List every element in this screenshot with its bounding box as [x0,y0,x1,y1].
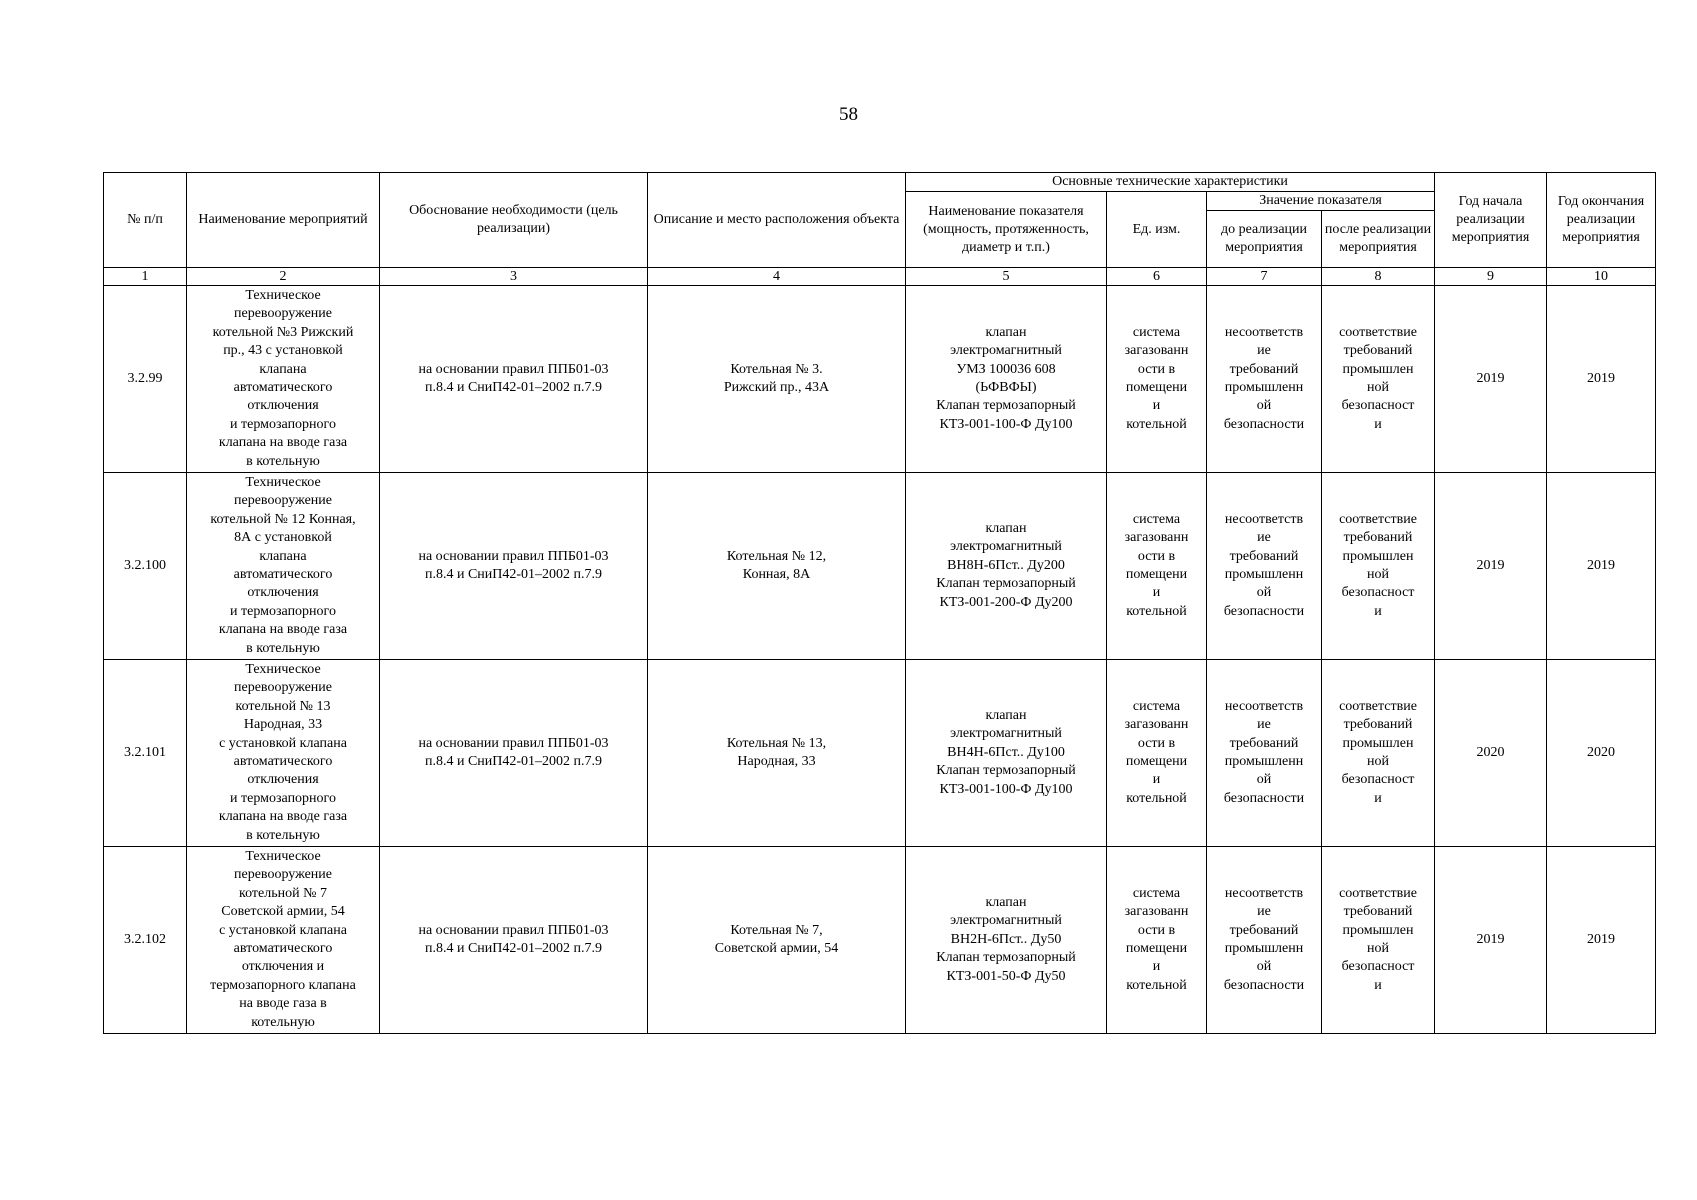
row-unit: система загазованн ости в помещени и котельной [1107,847,1207,1034]
column-number-row [104,268,1656,286]
table-row [104,660,1656,847]
row-unit: система загазованн ости в помещени и котельной [1107,473,1207,660]
header-start-year: Год начала реализации мероприятия [1435,173,1547,268]
row-before: несоответств ие требований промышленн ой безопасности [1207,286,1322,473]
row-start-year: 2019 [1435,847,1547,1034]
column-number: 4 [648,268,906,286]
row-after: соответствие требований промышлен ной безопасност и [1322,473,1435,660]
column-number: 6 [1107,268,1207,286]
row-before: несоответств ие требований промышленн ой безопасности [1207,847,1322,1034]
row-indicator: клапан электромагнитный ВН4Н-6Пст.. Ду100 Клапан термозапорный КТЗ-001-100-Ф Ду100 [906,660,1107,847]
header-value-group: Значение показателя [1207,192,1435,211]
column-number: 1 [104,268,187,286]
row-before: несоответств ие требований промышленн ой безопасности [1207,473,1322,660]
row-start-year: 2020 [1435,660,1547,847]
row-end-year: 2019 [1547,473,1656,660]
row-after: соответствие требований промышлен ной безопасност и [1322,847,1435,1034]
row-location: Котельная № 3. Рижский пр., 43А [648,286,906,473]
row-location: Котельная № 13, Народная, 33 [648,660,906,847]
column-number: 9 [1435,268,1547,286]
table-row [104,473,1656,660]
row-name: Техническое перевооружение котельной № 13 Народная, 33 с установкой клапана автоматического отключения и термозапорного клапана на вводе газа в котельную [187,660,380,847]
header-name: Наименование мероприятий [187,173,380,268]
column-number: 7 [1207,268,1322,286]
row-end-year: 2019 [1547,286,1656,473]
table-row [104,286,1656,473]
row-end-year: 2019 [1547,847,1656,1034]
row-num: 3.2.100 [104,473,187,660]
row-reason: на основании правил ППБ01-03 п.8.4 и СниП42-01–2002 п.7.9 [380,286,648,473]
row-num: 3.2.102 [104,847,187,1034]
row-start-year: 2019 [1435,286,1547,473]
row-reason: на основании правил ППБ01-03 п.8.4 и СниП42-01–2002 п.7.9 [380,473,648,660]
header-after: после реализации мероприятия [1322,211,1435,268]
row-after: соответствие требований промышлен ной безопасност и [1322,286,1435,473]
table-row [104,847,1656,1034]
row-reason: на основании правил ППБ01-03 п.8.4 и СниП42-01–2002 п.7.9 [380,847,648,1034]
row-name: Техническое перевооружение котельной № 12 Конная, 8А с установкой клапана автоматического отключения и термозапорного клапана на вводе газа в котельную [187,473,380,660]
row-num: 3.2.99 [104,286,187,473]
header-end-year: Год окончания реализации мероприятия [1547,173,1656,268]
row-start-year: 2019 [1435,473,1547,660]
row-location: Котельная № 12, Конная, 8А [648,473,906,660]
row-unit: система загазованн ости в помещени и котельной [1107,286,1207,473]
row-indicator: клапан электромагнитный ВН2Н-6Пст.. Ду50 Клапан термозапорный КТЗ-001-50-Ф Ду50 [906,847,1107,1034]
column-number: 8 [1322,268,1435,286]
row-indicator: клапан электромагнитный УМЗ 100036 608 (ЬФВФЫ) Клапан термозапорный КТЗ-001-100-Ф Ду100 [906,286,1107,473]
measures-table [103,172,1656,1034]
row-end-year: 2020 [1547,660,1656,847]
row-after: соответствие требований промышлен ной безопасност и [1322,660,1435,847]
column-number: 10 [1547,268,1656,286]
column-number: 5 [906,268,1107,286]
header-num: № п/п [104,173,187,268]
column-number: 2 [187,268,380,286]
header-location: Описание и место расположения объекта [648,173,906,268]
header-indicator: Наименование показателя (мощность, протяженность, диаметр и т.п.) [906,192,1107,268]
header-unit: Ед. изм. [1107,192,1207,268]
row-name: Техническое перевооружение котельной № 7 Советской армии, 54 с установкой клапана автоматического отключения и термозапорного клапана на вводе газа в котельную [187,847,380,1034]
header-reason: Обоснование необходимости (цель реализации) [380,173,648,268]
header-before: до реализации мероприятия [1207,211,1322,268]
row-indicator: клапан электромагнитный ВН8Н-6Пст.. Ду200 Клапан термозапорный КТЗ-001-200-Ф Ду200 [906,473,1107,660]
header-tech-group: Основные технические характеристики [906,173,1435,192]
column-number: 3 [380,268,648,286]
row-reason: на основании правил ППБ01-03 п.8.4 и СниП42-01–2002 п.7.9 [380,660,648,847]
page-number: 58 [839,104,858,125]
row-name: Техническое перевооружение котельной №3 Рижский пр., 43 с установкой клапана автоматического отключения и термозапорного клапана на вводе газа в котельную [187,286,380,473]
row-unit: система загазованн ости в помещени и котельной [1107,660,1207,847]
row-before: несоответств ие требований промышленн ой безопасности [1207,660,1322,847]
row-location: Котельная № 7, Советской армии, 54 [648,847,906,1034]
row-num: 3.2.101 [104,660,187,847]
